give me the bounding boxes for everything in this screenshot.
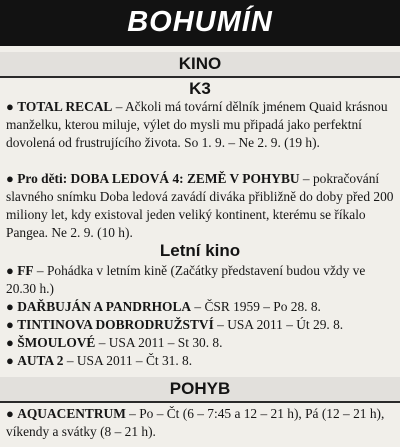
bullet-icon: ● [6, 335, 14, 350]
section-divider [0, 401, 400, 403]
entry-name: AQUACENTRUM [17, 406, 126, 421]
listing-entry [6, 352, 396, 370]
entry-text: – USA 2011 – Čt 31. 8. [63, 353, 193, 368]
entry-text: – pokračování slavného snímku Doba ledová zavádí diváka přibližně do doby před 200 miliony let, kdy existoval jeden veliký kontinent, kterému se říkalo Pangea. Ne 2. 9. (10 h). [6, 171, 394, 240]
entry-name: Pro děti: DOBA LEDOVÁ 4: ZEMĚ V POHYBU [17, 171, 300, 186]
entry-text: – Po – Čt (6 – 7:45 a 12 – 21 h), Pá (12 – 21 h), víkendy a svátky (8 – 21 h). [6, 406, 385, 439]
bullet-icon: ● [6, 299, 14, 314]
entry-name: DAŘBUJÁN A PANDRHOLA [17, 299, 192, 314]
section-title-kino: KINO [178, 54, 222, 73]
bullet-icon: ● [6, 353, 14, 368]
listing-entry [6, 98, 396, 152]
bullet-icon: ● [6, 317, 14, 332]
section-band-pohyb [0, 377, 400, 401]
bullet-icon: ● [6, 171, 14, 186]
listing-entry [6, 298, 396, 316]
entry-name: AUTA 2 [17, 353, 64, 368]
listing-entry [6, 170, 396, 242]
section-band-kino [0, 52, 400, 76]
section-divider [0, 76, 400, 78]
town-header [0, 0, 400, 46]
bullet-icon: ● [6, 406, 14, 421]
listing-entry [6, 405, 396, 441]
entry-name: TOTAL RECAL [17, 99, 113, 114]
entry-text: – Ačkoli má tovární dělník jménem Quaid krásnou manželku, kterou miluje, výlet do mysli mu připadá jako perfektní dovolená od frustrujícího života. So 1. 9. – Ne 2. 9. (19 h). [6, 99, 388, 150]
entry-text: – USA 2011 – Út 29. 8. [213, 317, 344, 332]
entry-name: TINTINOVA DOBRODRUŽSTVÍ [17, 317, 214, 332]
venue-title-k3: K3 [189, 79, 211, 98]
entry-text: – ČSR 1959 – Po 28. 8. [191, 299, 321, 314]
listing-entry [6, 334, 396, 352]
section-title-letni-kino: Letní kino [159, 241, 241, 260]
entry-text: – USA 2011 – St 30. 8. [95, 335, 223, 350]
listing-entry [6, 316, 396, 334]
entry-name: FF [17, 263, 34, 278]
entry-text: – Pohádka v letním kině (Začátky představení budou vždy ve 20.30 h.) [6, 263, 366, 296]
bullet-icon: ● [6, 99, 14, 114]
town-title: BOHUMÍN [127, 6, 273, 38]
entry-name: ŠMOULOVÉ [17, 335, 96, 350]
bullet-icon: ● [6, 263, 14, 278]
section-title-pohyb: POHYB [169, 379, 231, 398]
listing-entry [6, 262, 396, 298]
